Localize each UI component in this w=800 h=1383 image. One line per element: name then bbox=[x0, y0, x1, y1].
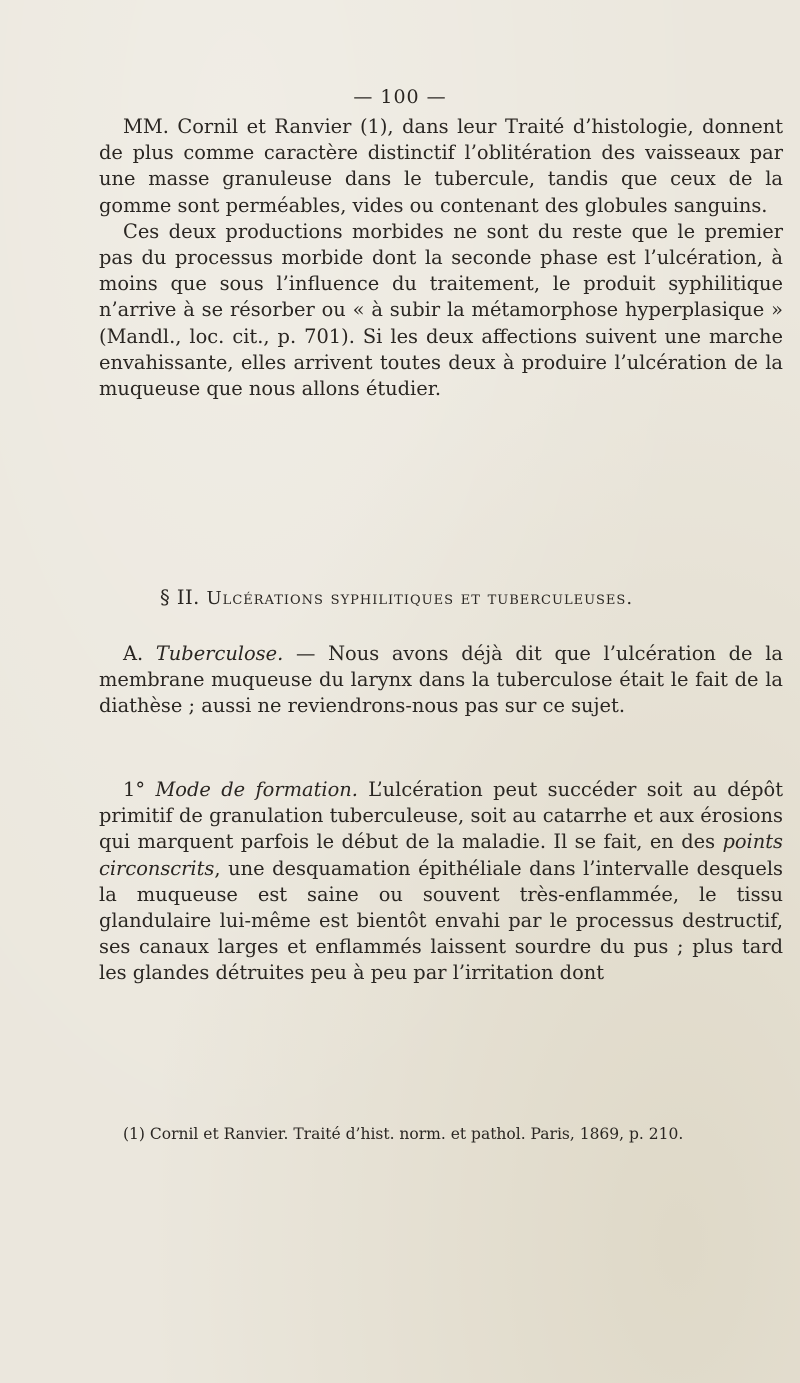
subsection-a-label: A. bbox=[123, 642, 144, 665]
subsection-b-title: Mode de formation. bbox=[155, 778, 358, 801]
subsection-a-text: — Nous avons déjà dit que l’ulcération de la membrane muqueuse du larynx dans la tuberculose était le fait de la diathèse ; aussi ne reviendrons-nous pas sur ce sujet. bbox=[99, 642, 783, 718]
subsection-b-emphasis: points circonscrits bbox=[99, 830, 783, 880]
footnote-text: (1) Cornil et Ranvier. Traité d’hist. norm. et pathol. Paris, 1869, p. 210. bbox=[123, 1125, 684, 1143]
subsection-b-label: 1° bbox=[123, 778, 146, 801]
subsection-tuberculose bbox=[99, 641, 783, 720]
subsection-mode-de-formation bbox=[99, 777, 783, 987]
page-number: — 100 — bbox=[353, 86, 447, 108]
section-heading bbox=[160, 586, 780, 609]
footnote bbox=[99, 1124, 783, 1145]
subsection-a-title: Tuberculose. bbox=[155, 642, 284, 665]
section-title: Ulcérations syphilitiques et tuberculeuses. bbox=[206, 588, 634, 609]
paragraph-1: MM. Cornil et Ranvier (1), dans leur Traité d’histologie, donnent de plus comme caractère distinctif l’oblitération des vaisseaux par une masse granuleuse dans le tubercule, tandis que ceux de la gomme sont perméables, vides ou contenant des globules sanguins. bbox=[99, 115, 783, 217]
subsection-a-paragraph bbox=[99, 641, 783, 720]
subsection-b-paragraph bbox=[99, 777, 783, 987]
paragraph-2: Ces deux productions morbides ne sont du reste que le premier pas du processus morbide dont la seconde phase est l’ulcération, à moins que sous l’influence du traitement, le produit syphilitique n’arrive à se résorber ou « à subir la métamorphose hyperplasique » (Mandl., loc. cit., p. 701). Si les deux affections suivent une marche envahissante, elles arrivent toutes deux à produire l’ulcération de la muqueuse que nous allons étudier. bbox=[99, 219, 783, 401]
subsection-b-text-after: , une desquamation épithéliale dans l’intervalle desquels la muqueuse est saine ou souvent très-enflammée, le tissu glandulaire lui-même est bientôt envahi par le processus destructif, ses canaux larges et enflammés laissent sourdre du pus ; plus tard les glandes détruites peu à peu par l’irritation dont bbox=[99, 856, 783, 985]
body-text bbox=[99, 114, 783, 402]
subsection-b-text-before: L’ulcération peut succéder soit au dépôt primitif de granulation tuberculeuse, soit au catarrhe et aux érosions qui marquent parfois le début de la maladie. Il se fait, en des bbox=[99, 778, 783, 854]
section-number: § II. bbox=[160, 586, 200, 609]
